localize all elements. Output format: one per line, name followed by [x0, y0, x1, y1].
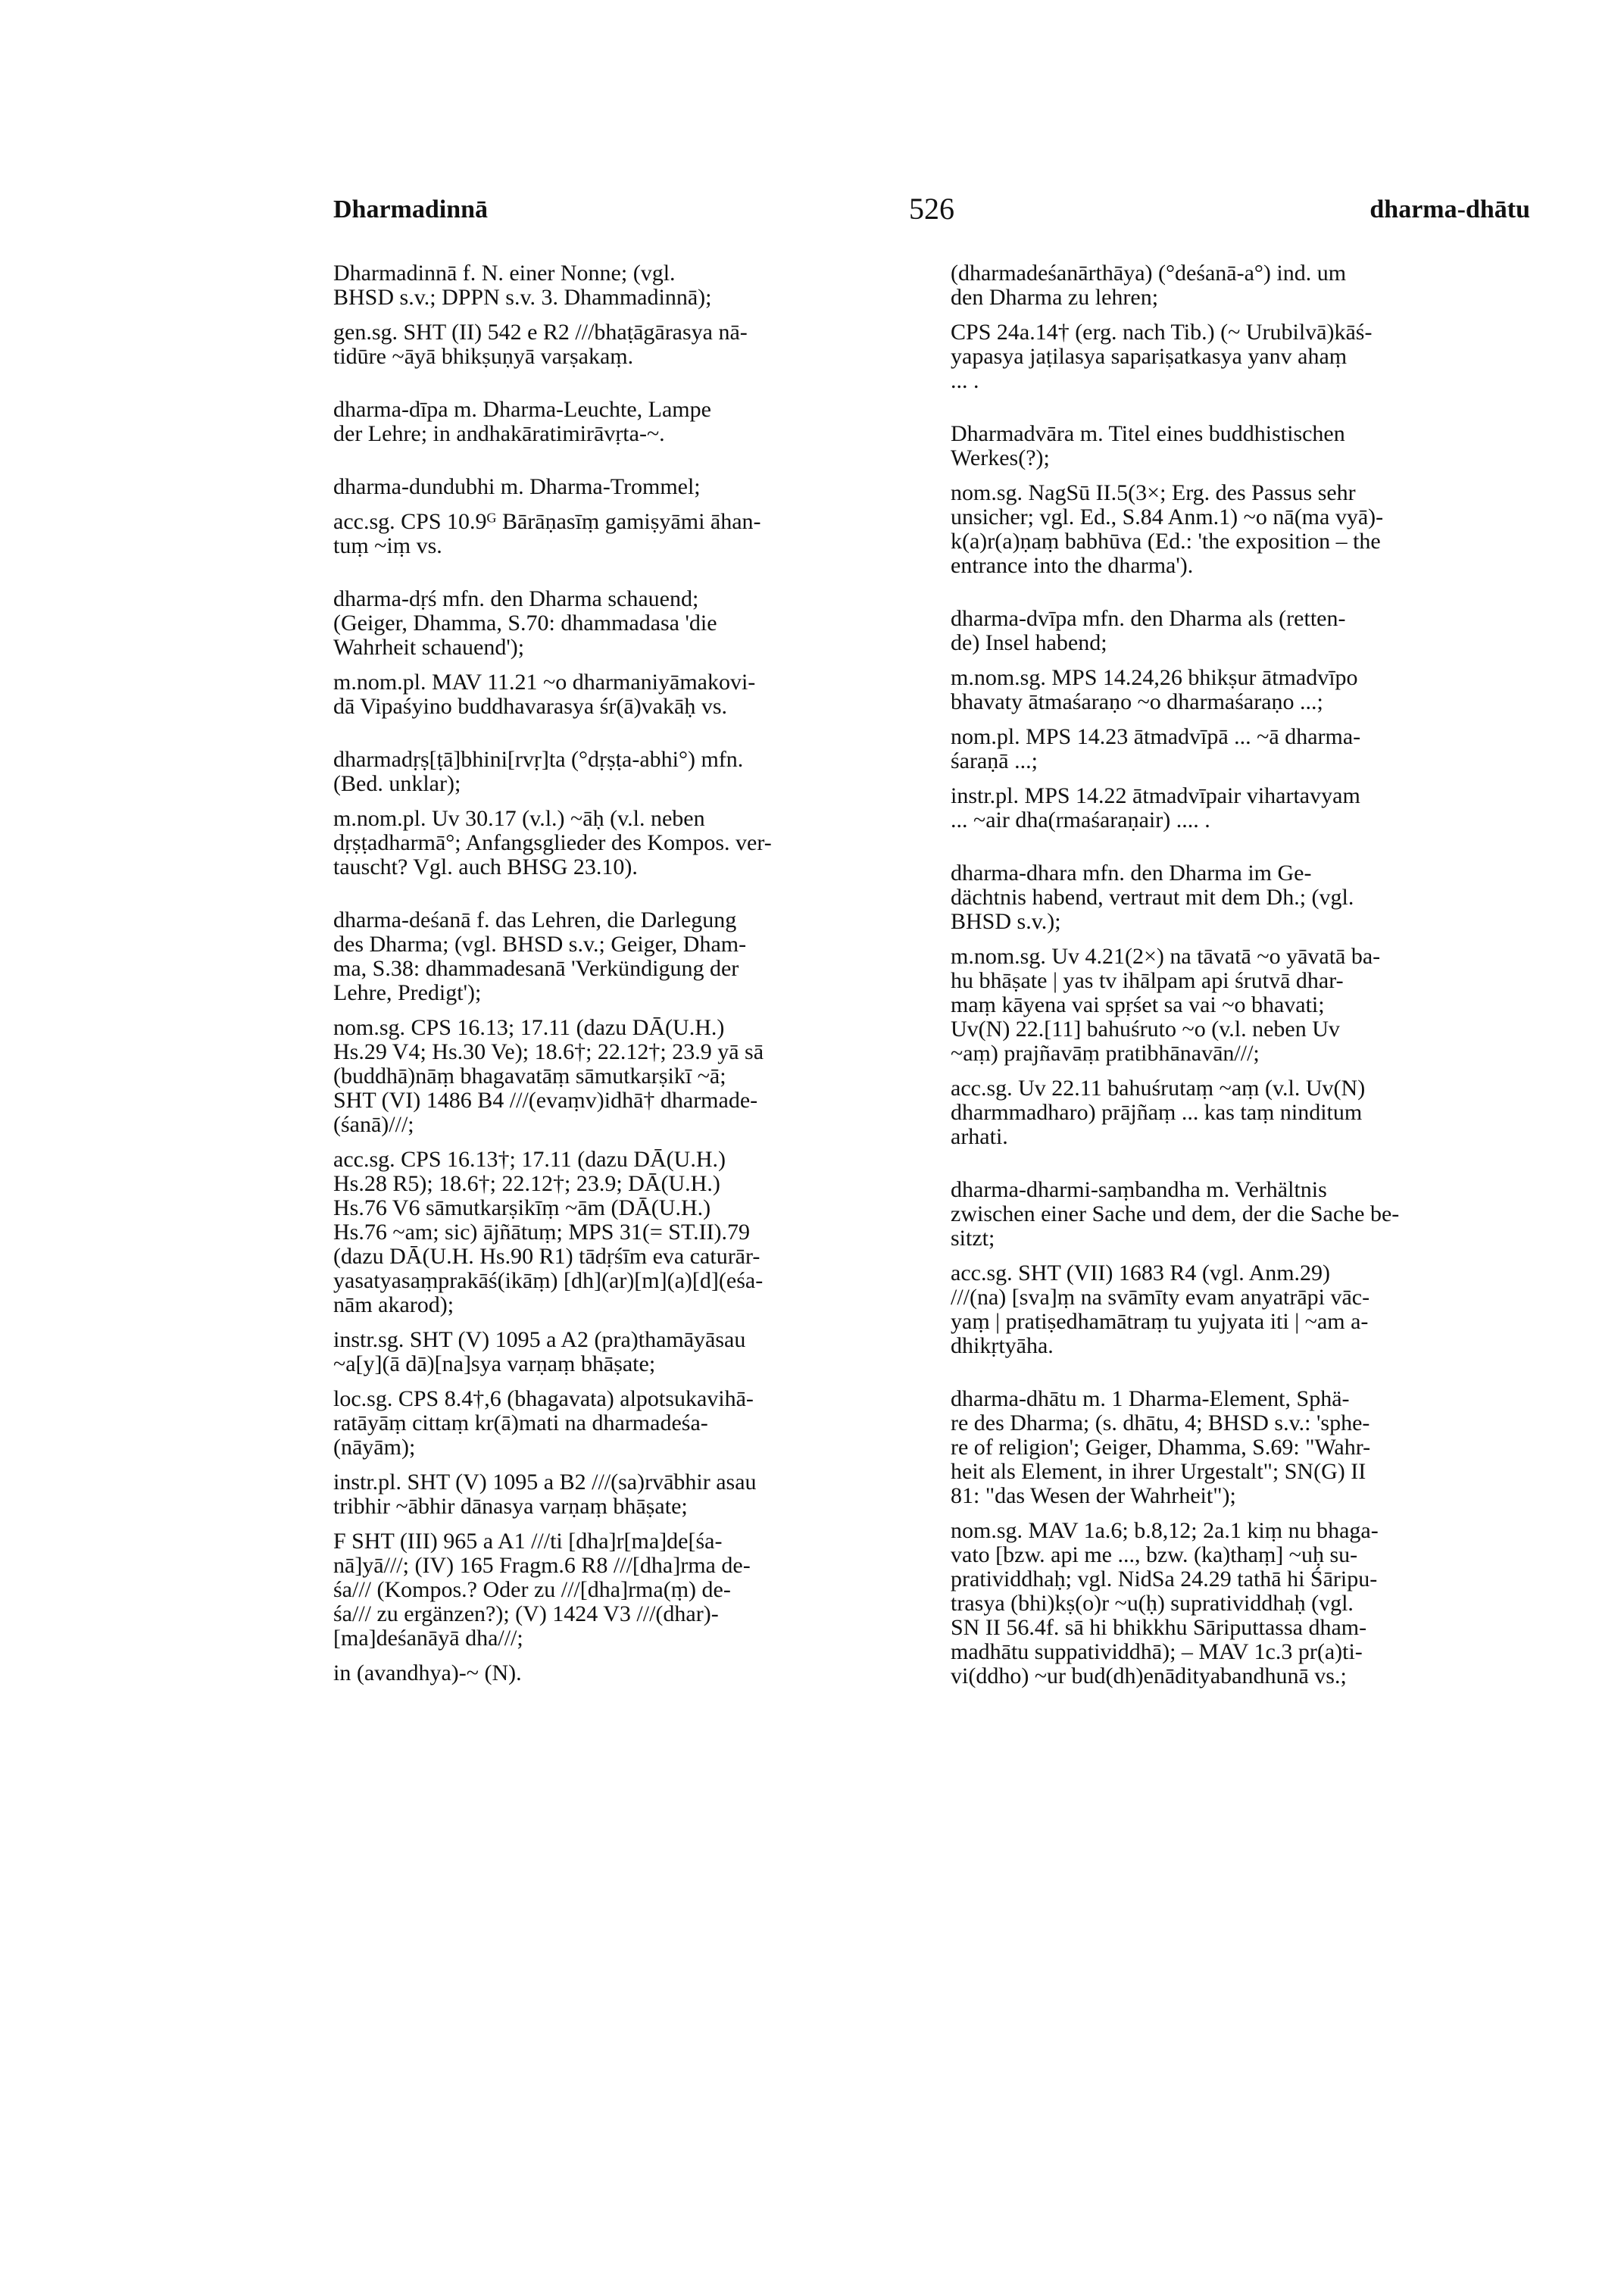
citation-line: F SHT (III) 965 a A1 ///ti [dha]r[ma]de[śa- [333, 1529, 723, 1554]
entry-definition-line: re des Dharma; (s. dhātu, 4; BHSD s.v.: 'sphe- [951, 1410, 1370, 1435]
entry-citation [951, 725, 1530, 773]
entry-definition-line: re of religion'; Geiger, Dhamma, S.69: "Wahr- [951, 1435, 1371, 1460]
citation-line: m.nom.pl. MAV 11.21 ~o dharmaniyāmakovi- [333, 670, 756, 695]
entry-citation [333, 510, 909, 558]
citation-line: hu bhāṣate | yas tv ihālpam api śrutvā dhar- [951, 968, 1344, 993]
citation-line: yasatyasaṃprakāś(ikāṃ) [dh](ar)[m](a)[d](eśa- [333, 1268, 764, 1293]
citation-line: instr.sg. SHT (V) 1095 a A2 (pra)thamāyāsau [333, 1327, 746, 1352]
citation-line: (dazu DĀ(U.H. Hs.90 R1) tādṛśīm eva caturār- [333, 1244, 760, 1269]
citation-line: dhikṛtyāha. [951, 1333, 1054, 1358]
dictionary-entry [333, 475, 909, 558]
dictionary-entry [951, 1178, 1530, 1358]
entry-definition-line: dharmadṛṣ[ṭā]bhini[rvṛ]ta (°dṛṣṭa-abhi°) mfn. [333, 747, 744, 772]
citation-line: instr.pl. SHT (V) 1095 a B2 ///(sa)rvābhir asau [333, 1470, 757, 1495]
dictionary-entry [333, 587, 909, 719]
citation-line: yaṃ | pratiṣedhamātraṃ tu yujyata iti | ~am a- [951, 1309, 1369, 1334]
citation-line: m.nom.sg. MPS 14.24,26 bhikṣur ātmadvīpo [951, 665, 1358, 690]
entry-definition-line: BHSD s.v.); [951, 909, 1061, 934]
dictionary-entry [951, 261, 1530, 393]
citation-line: ratāyāṃ cittaṃ kr(ā)mati na dharmadeśa- [333, 1410, 708, 1435]
citation-line: nom.sg. CPS 16.13; 17.11 (dazu DĀ(U.H.) [333, 1015, 725, 1040]
dictionary-entry [951, 607, 1530, 832]
citation-line: acc.sg. SHT (VII) 1683 R4 (vgl. Anm.29) [951, 1260, 1331, 1285]
entry-definition-line: dharma-dhātu m. 1 Dharma-Element, Sphä- [951, 1386, 1350, 1411]
entry-definition-line: Dharmadvāra m. Titel eines buddhistischen [951, 421, 1345, 446]
citation-line: tribhir ~ābhir dānasya varṇaṃ bhāṣate; [333, 1494, 688, 1519]
citation-line: bhavaty ātmaśaraṇo ~o dharmaśaraṇo ...; [951, 689, 1323, 714]
citation-line: m.nom.sg. Uv 4.21(2×) na tāvatā ~o yāvatā ba- [951, 944, 1381, 969]
citation-line: śa/// (Kompos.? Oder zu ///[dha]rma(ṃ) de- [333, 1577, 731, 1602]
entry-definition-line: der Lehre; in andhakāratimirāvṛta-~. [333, 421, 665, 446]
entry-definition-line: dächtnis habend, vertraut mit dem Dh.; (vgl. [951, 885, 1354, 910]
dictionary-entry [951, 861, 1530, 1149]
citation-line: nām akarod); [333, 1292, 454, 1317]
entry-definition-line: den Dharma zu lehren; [951, 285, 1159, 310]
entry-definition-line: dharma-dvīpa mfn. den Dharma als (retten- [951, 606, 1346, 631]
entry-definition-line: dharma-dṛś mfn. den Dharma schauend; [333, 586, 699, 611]
citation-line: vi(ddho) ~ur bud(dh)enādityabandhunā vs.; [951, 1663, 1347, 1688]
entry-definition-line: dharma-deśanā f. das Lehren, die Darlegung [333, 907, 737, 932]
entry-citation [333, 320, 909, 369]
entry-definition-line: sitzt; [951, 1226, 995, 1251]
citation-line: unsicher; vgl. Ed., S.84 Anm.1) ~o nā(ma vyā)- [951, 504, 1384, 529]
entry-definition-line: BHSD s.v.; DPPN s.v. 3. Dhammadinnā); [333, 285, 712, 310]
entry-definition-line: Wahrheit schauend'); [333, 635, 525, 660]
entry-citation [333, 807, 909, 879]
dictionary-entry [333, 398, 909, 446]
entry-definition-line: ma, S.38: dhammadesanā 'Verkündigung der [333, 956, 739, 981]
page-number: 526 [909, 192, 954, 226]
entry-definition-line: de) Insel habend; [951, 630, 1107, 655]
citation-line: trasya (bhi)kṣ(o)r ~u(ḥ) supratividdhaḥ (vgl. [951, 1591, 1354, 1616]
citation-line: śa/// zu ergänzen?); (V) 1424 V3 ///(dhar)- [333, 1601, 719, 1626]
citation-line: ~aṃ) prajñavāṃ pratibhānavān///; [951, 1041, 1260, 1066]
dictionary-entry [951, 422, 1530, 578]
entry-citation [333, 1148, 909, 1317]
citation-line: acc.sg. CPS 10.9ᴳ Bārāṇasīṃ gamiṣyāmi āhan- [333, 509, 761, 534]
citation-line: tauscht? Vgl. auch BHSG 23.10). [333, 854, 638, 879]
citation-line: dharmmadharo) prājñaṃ ... kas taṃ ninditum [951, 1100, 1363, 1125]
citation-line: Hs.76 ~am; sic) ājñātuṃ; MPS 31(= ST.II).79 [333, 1220, 751, 1245]
page-header [333, 192, 1530, 241]
citation-line: (nāyām); [333, 1435, 416, 1460]
citation-line: nom.sg. MAV 1a.6; b.8,12; 2a.1 kiṃ nu bhaga- [951, 1518, 1379, 1543]
citation-line: nā]yā///; (IV) 165 Fragm.6 R8 ///[dha]rma de- [333, 1553, 751, 1578]
citation-line: SN II 56.4f. sā hi bhikkhu Sāriputtassa dham- [951, 1615, 1367, 1640]
entry-definition-line: des Dharma; (vgl. BHSD s.v.; Geiger, Dham- [333, 932, 747, 957]
citation-line: k(a)r(a)ṇaṃ babhūva (Ed.: 'the exposition – the [951, 529, 1381, 554]
citation-line: arhati. [951, 1124, 1008, 1149]
citation-line: pratividdhaḥ; vgl. NidSa 24.29 tathā hi Śāripu- [951, 1567, 1378, 1592]
entry-definition-line: dharma-dhara mfn. den Dharma im Ge- [951, 861, 1312, 886]
entry-citation [333, 1661, 909, 1685]
entry-definition-line: dharma-dundubhi m. Dharma-Trommel; [333, 474, 701, 499]
citation-line: Hs.29 V4; Hs.30 Ve); 18.6†; 22.12†; 23.9 yā sā [333, 1039, 764, 1064]
citation-line: tidūre ~āyā bhikṣuṇyā varṣakaṃ. [333, 344, 634, 369]
entry-citation [951, 1076, 1530, 1149]
entry-citation [951, 784, 1530, 832]
citation-line: ///(na) [sva]ṃ na svāmīty evam anyatrāpi vāc- [951, 1285, 1370, 1310]
entry-definition-line: 81: "das Wesen der Wahrheit"); [951, 1483, 1236, 1508]
citation-line: nom.sg. NagSū II.5(3×; Erg. des Passus sehr [951, 480, 1356, 505]
citation-line: instr.pl. MPS 14.22 ātmadvīpair vihartavyam [951, 783, 1360, 808]
right-column [951, 261, 1530, 1717]
entry-citation [951, 1519, 1530, 1688]
entry-citation [333, 1016, 909, 1137]
citation-line: Uv(N) 22.[11] bahuśruto ~o (v.l. neben Uv [951, 1017, 1340, 1042]
citation-line: in (avandhya)-~ (N). [333, 1660, 522, 1685]
entry-citation [951, 945, 1530, 1066]
entry-definition-line: dharma-dharmi-saṃbandha m. Verhältnis [951, 1177, 1327, 1202]
entry-definition-line: dharma-dīpa m. Dharma-Leuchte, Lampe [333, 397, 711, 422]
entry-citation [333, 1387, 909, 1460]
entry-citation [951, 666, 1530, 714]
left-column [333, 261, 909, 1714]
dictionary-entry [333, 748, 909, 879]
citation-line: Hs.28 R5); 18.6†; 22.12†; 23.9; DĀ(U.H.) [333, 1171, 720, 1196]
citation-line: CPS 24a.14† (erg. nach Tib.) (~ Urubilvā)kāś- [951, 320, 1373, 345]
citation-line: (śanā)///; [333, 1112, 414, 1137]
citation-line: acc.sg. Uv 22.11 bahuśrutaṃ ~aṃ (v.l. Uv(N) [951, 1076, 1366, 1101]
entry-citation [951, 1261, 1530, 1358]
header-left-headword: Dharmadinnā [333, 195, 489, 223]
citation-line: nom.pl. MPS 14.23 ātmadvīpā ... ~ā dharma- [951, 724, 1361, 749]
entry-citation [951, 481, 1530, 578]
citation-line: [ma]deśanāyā dha///; [333, 1626, 523, 1651]
citation-line: entrance into the dharma'). [951, 553, 1194, 578]
citation-line: dā Vipaśyino buddhavarasya śr(ā)vakāḥ vs. [333, 694, 727, 719]
entry-citation [333, 1470, 909, 1519]
citation-line: maṃ kāyena vai spṛśet sa vai ~o bhavati; [951, 992, 1325, 1017]
entry-definition-line: (Geiger, Dhamma, S.70: dhammadasa 'die [333, 611, 717, 636]
citation-line: acc.sg. CPS 16.13†; 17.11 (dazu DĀ(U.H.) [333, 1147, 726, 1172]
citation-line: (buddhā)nāṃ bhagavatāṃ sāmutkarṣikī ~ā; [333, 1064, 726, 1089]
citation-line: śaraṇā ...; [951, 748, 1038, 773]
entry-definition-line: heit als Element, in ihrer Urgestalt"; SN(G) II [951, 1459, 1366, 1484]
citation-line: loc.sg. CPS 8.4†,6 (bhagavata) alpotsukavihā- [333, 1386, 754, 1411]
entry-definition-line: (Bed. unklar); [333, 771, 461, 796]
citation-line: yapasya jaṭilasya sapariṣatkasya yanv ahaṃ [951, 344, 1348, 369]
citation-line: ... . [951, 368, 979, 393]
dictionary-entry [333, 261, 909, 369]
entry-definition-line: Werkes(?); [951, 445, 1050, 470]
dictionary-entry [333, 908, 909, 1685]
entry-citation [333, 1328, 909, 1376]
citation-line: m.nom.pl. Uv 30.17 (v.l.) ~āḥ (v.l. neben [333, 806, 705, 831]
citation-line: Hs.76 V6 sāmutkarṣikīṃ ~ām (DĀ(U.H.) [333, 1195, 711, 1220]
citation-line: gen.sg. SHT (II) 542 e R2 ///bhaṭāgārasya nā- [333, 320, 748, 345]
entry-definition-line: Lehre, Predigt'); [333, 980, 482, 1005]
header-right-headword: dharma-dhātu [1369, 195, 1530, 223]
citation-line: ~a[y](ā dā)[na]sya varṇaṃ bhāṣate; [333, 1351, 656, 1376]
dictionary-entry [951, 1387, 1530, 1688]
citation-line: SHT (VI) 1486 B4 ///(evaṃv)idhā† dharmade- [333, 1088, 758, 1113]
citation-line: madhātu suppatividdhā); – MAV 1c.3 pr(a)ti- [951, 1639, 1363, 1664]
entry-citation [951, 320, 1530, 393]
citation-line: tuṃ ~iṃ vs. [333, 533, 442, 558]
entry-citation [333, 1529, 909, 1651]
entry-definition-line: (dharmadeśanārthāya) (°deśanā-a°) ind. um [951, 261, 1347, 286]
entry-citation [333, 670, 909, 719]
citation-line: dṛṣṭadharmā°; Anfangsglieder des Kompos. ver- [333, 830, 772, 855]
citation-line: vato [bzw. api me ..., bzw. (ka)thaṃ] ~uḥ su- [951, 1542, 1358, 1567]
citation-line: ... ~air dha(rmaśaraṇair) .... . [951, 808, 1210, 832]
entry-definition-line: Dharmadinnā f. N. einer Nonne; (vgl. [333, 261, 676, 286]
entry-definition-line: zwischen einer Sache und dem, der die Sache be- [951, 1201, 1400, 1226]
